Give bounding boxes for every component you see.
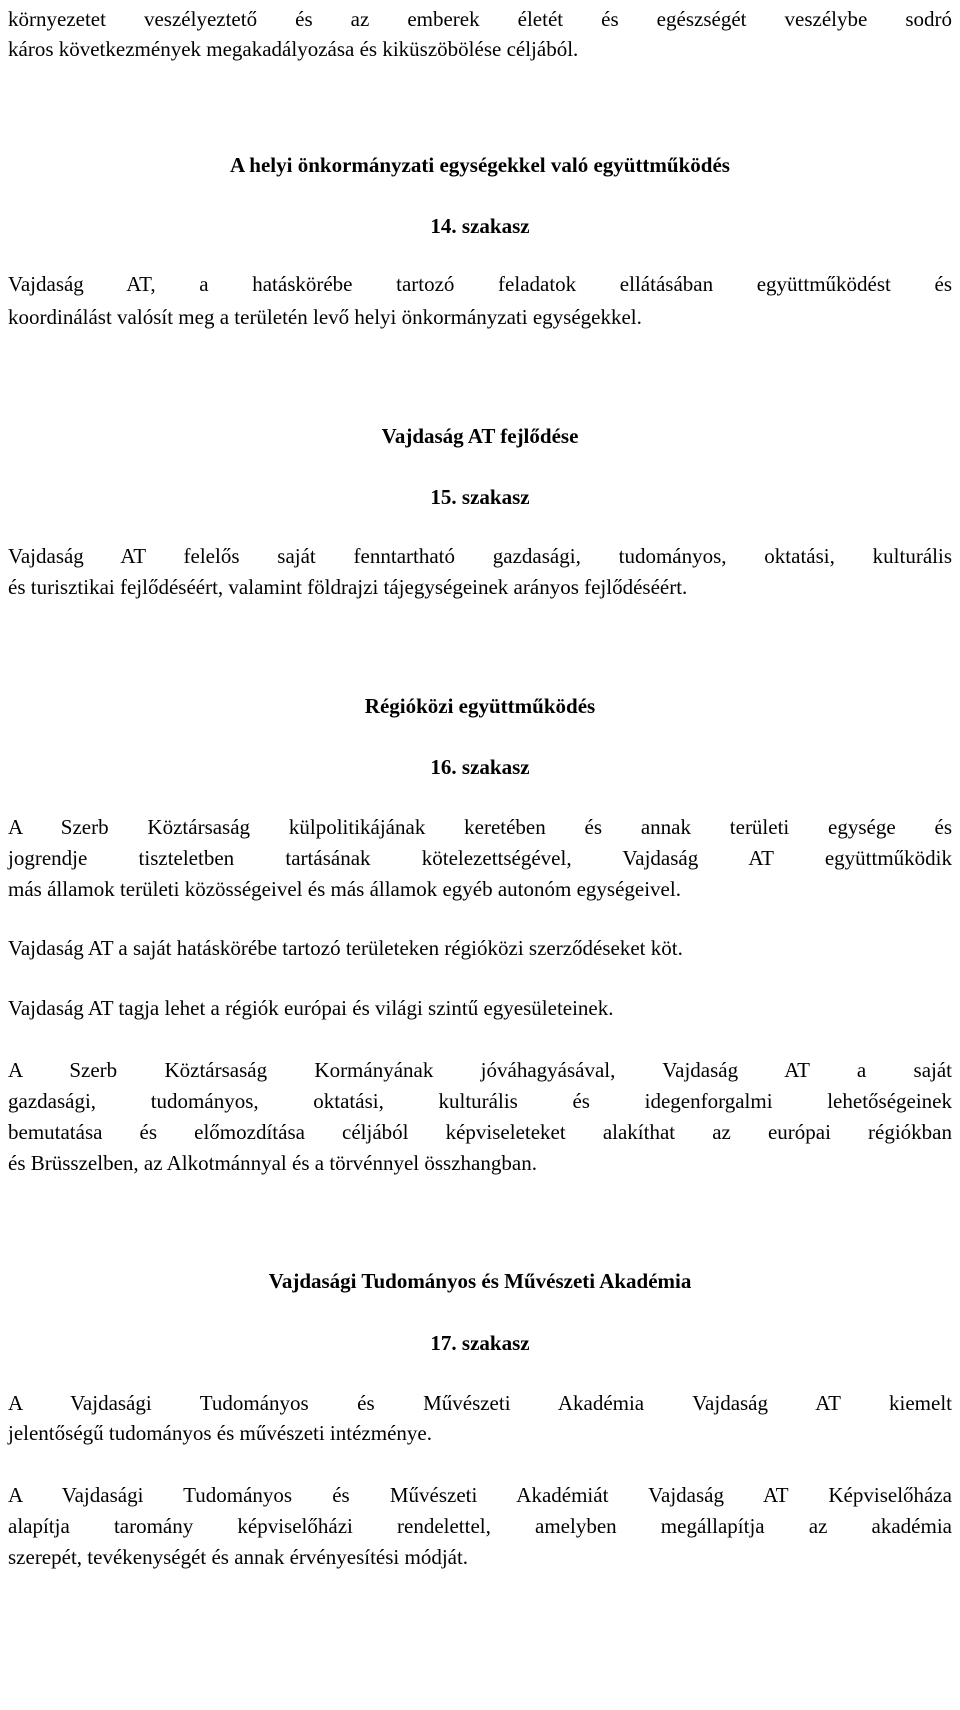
article-16-p4-line-4: és Brüsszelben, az Alkotmánnyal és a törvénnyel összhangban. [8,1151,537,1175]
article-17-p2-line-3: szerepét, tevékenységét és annak érvényesítési módját. [8,1545,469,1569]
article-17-p1-line-1: A Vajdasági Tudományos és Művészeti Akadémia Vajdaság AT kiemelt [8,1391,952,1415]
article-number-14: 14. szakasz [430,214,530,238]
article-number-16: 16. szakasz [430,755,530,779]
article-16-p1-line-2: jogrendje tiszteletben tartásának kötelezettségével, Vajdaság AT együttműködik [8,846,952,870]
intro-line-1: környezetet veszélyeztető és az emberek életét és egészségét veszélybe sodró [8,7,952,31]
article-16-p4-line-1: A Szerb Köztársaság Kormányának jóváhagyásával, Vajdaság AT a saját [8,1058,952,1082]
intro-line-2: káros következmények megakadályozása és kiküszöbölése céljából. [8,37,579,61]
article-17-p1-line-2: jelentőségű tudományos és művészeti intézménye. [8,1421,432,1445]
article-16-p1-line-3: más államok területi közösségeivel és más államok egyéb autonóm egységeivel. [8,877,681,901]
section-heading-development: Vajdaság AT fejlődése [381,424,579,448]
section-heading-local-cooperation: A helyi önkormányzati egységekkel való együttműködés [230,153,730,177]
article-number-17: 17. szakasz [430,1331,530,1355]
article-16-paragraph-3: Vajdaság AT tagja lehet a régiók európai és világi szintű egyesületeinek. [8,996,614,1020]
article-16-p1-line-1: A Szerb Köztársaság külpolitikájának keretében és annak területi egysége és [8,815,952,839]
article-14-line-2: koordinálást valósít meg a területén levő helyi önkormányzati egységekkel. [8,305,642,329]
article-number-15: 15. szakasz [430,485,530,509]
article-14-line-1: Vajdaság AT, a hatáskörébe tartozó feladatok ellátásában együttműködést és [8,272,952,296]
section-heading-academy: Vajdasági Tudományos és Művészeti Akadémia [268,1269,692,1293]
article-16-paragraph-2: Vajdaság AT a saját hatáskörébe tartozó területeken régióközi szerződéseket köt. [8,936,683,960]
article-16-p4-line-2: gazdasági, tudományos, oktatási, kulturális és idegenforgalmi lehetőségeinek [8,1089,952,1113]
article-16-p4-line-3: bemutatása és előmozdítása céljából képviseleteket alakíthat az európai régiókban [8,1120,952,1144]
article-15-line-2: és turisztikai fejlődéséért, valamint földrajzi tájegységeinek arányos fejlődéséért. [8,575,688,599]
article-15-line-1: Vajdaság AT felelős saját fenntartható gazdasági, tudományos, oktatási, kulturális [8,544,952,568]
article-17-p2-line-1: A Vajdasági Tudományos és Művészeti Akadémiát Vajdaság AT Képviselőháza [8,1483,952,1507]
section-heading-interregional: Régióközi együttműködés [364,694,596,718]
article-17-p2-line-2: alapítja taromány képviselőházi rendelettel, amelyben megállapítja az akadémia [8,1514,952,1538]
document-page [8,0,952,1710]
